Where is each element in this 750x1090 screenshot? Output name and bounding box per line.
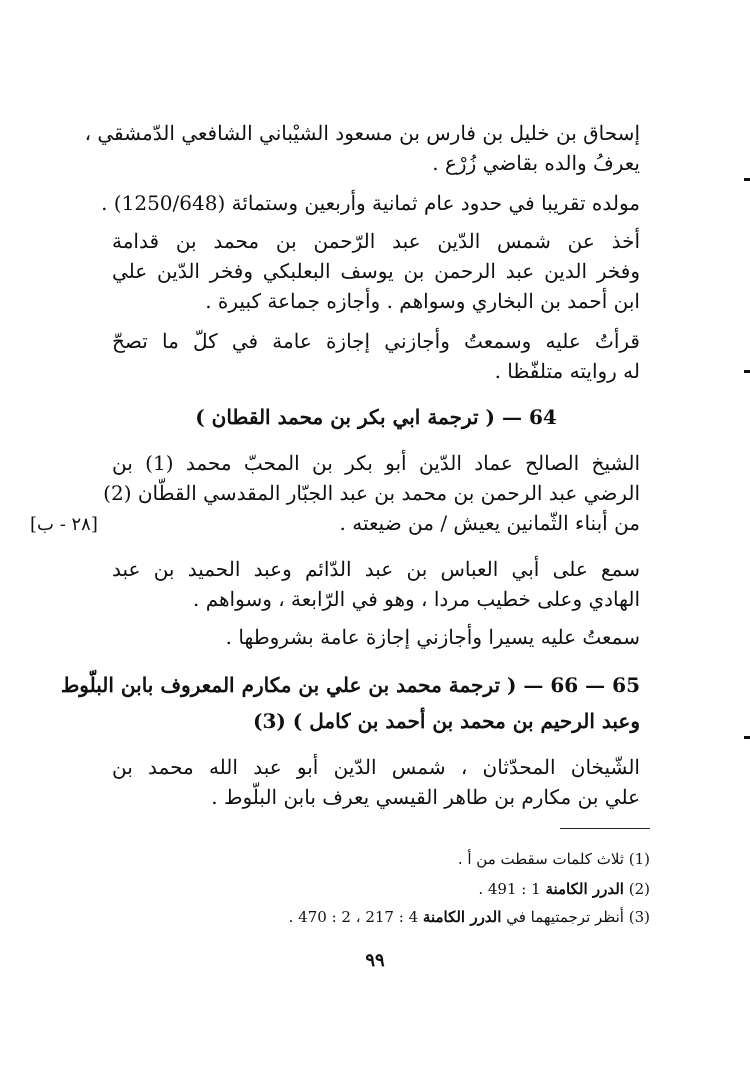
text-line: أخذ عن شمس الدّين عبد الرّحمن بن محمد بن قدامة [112, 229, 640, 253]
footnote-text: ثلاث كلمات سقطت من أ . [457, 850, 624, 868]
scan-edge-mark [744, 736, 750, 739]
scan-edge-mark [744, 178, 750, 181]
footnote-number: (2) [628, 880, 650, 898]
footnote [110, 878, 650, 900]
text-line: قرأتُ عليه وسمعتُ وأجازني إجازة عامة في كلّ ما تصحّ [112, 329, 640, 353]
footnote-number: (1) [628, 850, 650, 868]
text-line: الشيخ الصالح عماد الدّين أبو بكر بن المحبّ محمد (1) بن [112, 451, 640, 475]
footnote-source-title: الدرر الكامنة [422, 908, 502, 926]
text-line: يعرفُ والده بقاضي زُرْع . [432, 151, 640, 175]
text-line: علي بن مكارم بن طاهر القيسي يعرف بابن البلّوط . [211, 785, 640, 809]
section-heading: 65 — 66 — ( ترجمة محمد بن علي بن مكارم المعروف بابن البلّوط [60, 673, 640, 697]
text-line: وفخر الدين عبد الرحمن بن يوسف البعلبكي وفخر الدّين علي [112, 259, 640, 283]
footnote-text: 4 : 217 ، 2 : 470 . [288, 908, 419, 926]
text-line: سمعتُ عليه يسيرا وأجازني إجازة عامة بشروطها . [225, 625, 640, 649]
text-line: إسحاق بن خليل بن فارس بن مسعود الشيْباني الشافعي الدّمشقي ، [84, 121, 640, 145]
text-line: الشّيخان المحدّثان ، شمس الدّين أبو عبد الله محمد بن [112, 755, 640, 779]
text-line: الرضي عبد الرحمن بن محمد بن عبد الجبّار المقدسي القطّان (2) [103, 481, 640, 505]
footnote [110, 848, 650, 870]
footnote-source-title: الدرر الكامنة [545, 880, 624, 898]
section-heading: وعبد الرحيم بن محمد بن أحمد بن كامل ) (3) [252, 709, 640, 733]
footnote [110, 906, 650, 928]
page-number: ٩٩ [365, 950, 385, 971]
text-line: سمع على أبي العباس بن عبد الدّائم وعبد الحميد بن عبد [112, 557, 640, 581]
text-line: ابن أحمد بن البخاري وسواهم . وأجازه جماعة كبيرة . [205, 289, 640, 313]
text-line: الهادي وعلى خطيب مردا ، وهو في الرّابعة ، وسواهم . [192, 587, 640, 611]
footnote-number: (3) [628, 908, 650, 926]
text-line: له روايته متلفّظا . [494, 359, 640, 383]
text-line: من أبناء الثّمانين يعيش / من ضيعته . [339, 511, 640, 535]
margin-folio-marker: [٢٨ - ب] [30, 514, 98, 535]
section-heading: 64 — ( ترجمة ابي بكر بن محمد القطان ) [195, 405, 557, 429]
footnote-text: أنظر ترجمتيهما في [506, 908, 624, 926]
footnote-separator [560, 828, 650, 829]
text-line: مولده تقريبا في حدود عام ثمانية وأربعين وستمائة (1250/648) . [101, 191, 640, 215]
footnote-text: 1 : 491 . [478, 880, 541, 898]
scan-edge-mark [744, 370, 750, 373]
